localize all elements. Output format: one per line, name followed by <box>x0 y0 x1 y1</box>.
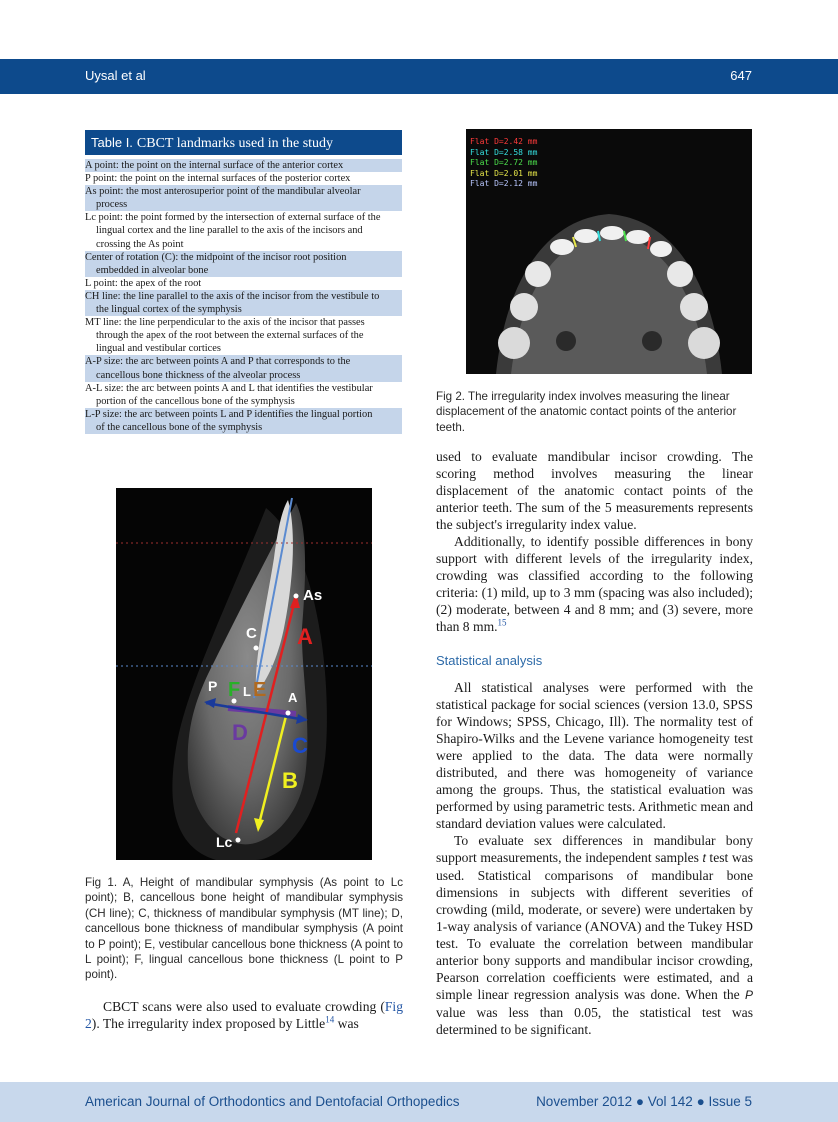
tooth-molar-left <box>688 327 720 359</box>
figure-2-caption-text: The irregularity index involves measuring the linear displacement of the anatomic contact points of the anterior teeth. <box>436 390 737 434</box>
figure-2-link[interactable]: Fig 2 <box>85 999 403 1031</box>
table-cell-line: CH line: the line parallel to the axis of the incisor from the vestibule to <box>85 290 380 302</box>
table-row <box>85 408 402 434</box>
table-cell-line: Center of rotation (C): the midpoint of the incisor root position <box>85 251 347 263</box>
table-cell-line: embedded in alveolar bone <box>96 264 209 276</box>
figure-1-caption-text: A, Height of mandibular symphysis (As point to Lc point); B, cancellous bone height of mandibular symphysis (CH line); C, thickness of mandibular symphysis (MT line); D, cancellous bone thickness of mandibular symphysis (A point to P point); E, vestibular cancellous bone thickness (A point to L point); F, lingual cancellous bone thickness (L point to P point). <box>85 876 403 982</box>
landmarks-table <box>85 130 402 434</box>
point-c <box>254 646 259 651</box>
legend-entry: Flat D=2.01 mm <box>470 168 538 178</box>
p4-text-1: To evaluate sex differences in mandibular bony support measurements, the independent samples <box>436 833 753 865</box>
figure-1-cbct-image <box>116 488 372 860</box>
figure-2-caption-label: Fig 2. <box>436 390 465 403</box>
label-measure-a: A <box>297 624 313 649</box>
table-cell-line: lingual cortex and the line parallel to the axis of the incisors and <box>96 225 363 237</box>
tooth-incisor-1 <box>550 239 574 255</box>
table-title-text: CBCT landmarks used in the study <box>136 136 334 151</box>
paragraph-crowding-classes <box>436 533 753 635</box>
figure-2-svg <box>466 129 752 374</box>
table-cell-line: process <box>96 199 128 211</box>
table-cell-line: P point: the point on the internal surfaces of the posterior cortex <box>85 173 351 185</box>
running-footer <box>0 1082 838 1122</box>
label-c-point: C <box>246 625 257 642</box>
footer-journal: American Journal of Orthodontics and Dentofacial Orthopedics <box>85 1094 460 1109</box>
p4-t-symbol: t <box>702 851 706 865</box>
legend-entry: Flat D=2.42 mm <box>470 137 538 146</box>
canal-left <box>642 331 662 351</box>
table-cell-line: the lingual cortex of the symphysis <box>96 304 242 316</box>
left-body-text-1: CBCT scans were also used to evaluate crowding ( <box>103 999 385 1014</box>
running-header <box>0 59 838 94</box>
table-cell-line: through the apex of the root between the external surfaces of the <box>96 330 364 342</box>
header-author: Uysal et al <box>85 68 146 83</box>
table-row <box>85 172 402 185</box>
table-cell-line: As point: the most anterosuperior point of the mandibular alveolar <box>85 186 361 198</box>
table-cell-line: lingual and vestibular cortices <box>96 343 221 355</box>
label-e: E <box>253 679 267 701</box>
legend-entry: Flat D=2.12 mm <box>470 179 538 189</box>
table-cell-line: crossing the As point <box>96 238 184 250</box>
table-cell-line: portion of the cancellous bone of the symphysis <box>96 395 295 407</box>
table-cell-line: A-P size: the arc between points A and P that corresponds to the <box>85 356 351 368</box>
left-body-text-2: ). The irregularity index proposed by Little <box>91 1016 326 1031</box>
reference-14-link[interactable]: 14 <box>325 1014 335 1025</box>
table-row <box>85 159 402 172</box>
table-row <box>85 290 402 316</box>
table-cell-line: A point: the point on the internal surface of the anterior cortex <box>85 160 344 171</box>
label-lc: Lc <box>216 834 233 850</box>
table-body <box>85 159 402 434</box>
label-l: L <box>243 684 251 699</box>
table-row <box>85 316 402 355</box>
label-f: F <box>228 679 241 701</box>
paragraph-sex-differences <box>436 832 753 1038</box>
tooth-premolar-left <box>680 293 708 321</box>
canal-right <box>556 331 576 351</box>
label-measure-c: C <box>292 733 308 758</box>
section-heading-statistical-analysis: Statistical analysis <box>436 653 543 668</box>
tooth-incisor-2 <box>574 229 598 243</box>
table-cell-line: A-L size: the arc between points A and L that identifies the vestibular <box>85 382 373 394</box>
left-body-paragraph <box>85 998 403 1032</box>
figure-1-caption-label: Fig 1. <box>85 876 118 889</box>
label-a-point: A <box>288 690 298 705</box>
table-row <box>85 185 402 211</box>
figure-2-cbct-image <box>466 129 752 374</box>
p4-p-symbol: P <box>744 988 753 1002</box>
label-as: As <box>303 587 323 604</box>
table-cell-line: MT line: the line perpendicular to the axis of the incisor that passes <box>85 317 365 329</box>
table-cell-line: cancellous bone thickness of the alveolar process <box>96 369 301 381</box>
table-cell-line: Lc point: the point formed by the intersection of external surface of the <box>85 212 381 224</box>
p4-text-3: value was less than 0.05, the statistical test was determined to be significant. <box>436 1005 753 1037</box>
figure-1-svg <box>116 488 372 860</box>
right-column-body <box>436 448 753 1038</box>
tooth-incisor-5 <box>650 241 672 257</box>
table-row <box>85 355 402 381</box>
figure-1-caption <box>85 875 403 983</box>
page-number: 647 <box>730 68 752 83</box>
tooth-canine-left <box>667 261 693 287</box>
point-a <box>286 711 291 716</box>
tooth-incisor-3 <box>600 226 624 240</box>
table-row <box>85 382 402 408</box>
table-cell-line: L-P size: the arc between points L and P identifies the lingual portion <box>85 408 373 420</box>
table-title <box>85 130 402 155</box>
point-as <box>294 594 299 599</box>
point-lc <box>236 838 241 843</box>
paragraph-crowding-text: Additionally, to identify possible differences in bony support with different levels of the irregularity index, crowding was classified according to the following criteria: (1) mild, up to 3 mm (spacing was also included); (2) moderate, between 4 and 8 mm; and (3) severe, more than 8 mm. <box>436 534 753 634</box>
legend-entry: Flat D=2.58 mm <box>470 147 538 157</box>
tooth-incisor-4 <box>626 230 650 244</box>
tooth-canine-right <box>525 261 551 287</box>
legend-entry: Flat D=2.72 mm <box>470 158 538 168</box>
tooth-premolar-right <box>510 293 538 321</box>
footer-issue: November 2012 ● Vol 142 ● Issue 5 <box>536 1094 752 1109</box>
table-cell-line: of the cancellous bone of the symphysis <box>96 421 263 433</box>
reference-15-link[interactable]: 15 <box>497 617 507 628</box>
label-measure-b: B <box>282 768 298 793</box>
label-d: D <box>232 720 248 745</box>
paragraph-statistics: All statistical analyses were performed with the statistical package for social sciences (version 13.0, SPSS for Windows; SPSS, Chicago, Ill). The normality test of Shapiro-Wilks and the Levene variance homogeneity test were applied to the data. The data were normally distributed, and there was homogeneity of variance among the groups. Thus, the statistical evaluation was performed by using parametric tests. Arithmetic mean and standard deviation values were calculated. <box>436 680 753 831</box>
p4-text-2: test was used. Statistical comparisons of mandibular bone dimensions in subjects with different severities of crowding (mild, moderate, or severe) were undertaken by 1-way analysis of variance (ANOVA) and the Tukey HSD test. To evaluate the correlation between mandibular anterior bony supports and mandibular incisor crowding, Pearson correlation coefficients were estimated, and a simple linear regression analysis was done. When the <box>436 850 753 1002</box>
table-row <box>85 277 402 290</box>
table-row <box>85 211 402 250</box>
table-cell-line: L point: the apex of the root <box>85 277 202 289</box>
figure-2-caption <box>436 389 754 435</box>
table-label: Table I. <box>91 135 133 150</box>
paragraph-scoring: used to evaluate mandibular incisor crowding. The scoring method involves measuring the linear displacement of the anatomic contact points of the anterior teeth. The sum of the 5 measurements represents the subject's irregularity index value. <box>436 449 753 532</box>
left-body-text-3: was <box>334 1016 359 1031</box>
label-p: P <box>208 678 218 694</box>
tooth-molar-right <box>498 327 530 359</box>
table-row <box>85 251 402 277</box>
